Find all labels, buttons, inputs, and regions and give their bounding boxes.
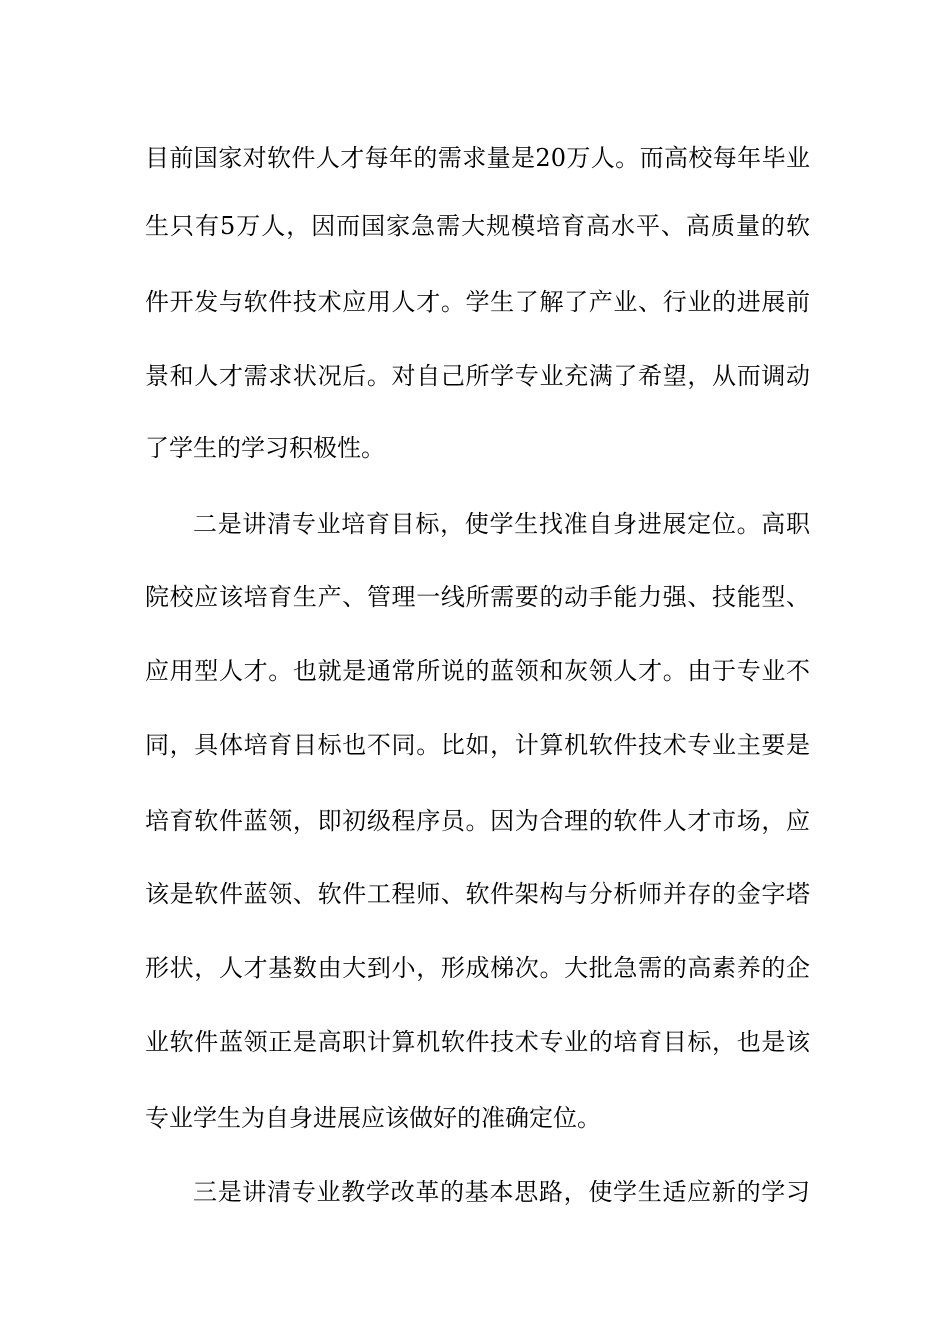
paragraph-1-line-1: 目前国家对软件人才每年的需求量是20万人。而高校每年毕业 (145, 144, 810, 172)
paragraph-2-line-3: 应用型人才。也就是通常所说的蓝领和灰领人才。由于专业不 (145, 657, 810, 685)
paragraph-3-line-1: 三是讲清专业教学改革的基本思路，使学生适应新的学习 (193, 1178, 810, 1206)
paragraph-1-line-3: 件开发与软件技术应用人才。学生了解了产业、行业的进展前 (145, 288, 810, 316)
paragraph-2-line-9: 专业学生为自身进展应该做好的准确定位。 (145, 1104, 601, 1132)
paragraph-2-line-5: 培育软件蓝领，即初级程序员。因为合理的软件人才市场，应 (145, 807, 810, 835)
paragraph-1-line-5: 了学生的学习积极性。 (145, 434, 385, 462)
paragraph-2-line-6: 该是软件蓝领、软件工程师、软件架构与分析师并存的金字塔 (145, 880, 810, 908)
paragraph-2-line-4: 同，具体培育目标也不同。比如，计算机软件技术专业主要是 (145, 731, 810, 759)
paragraph-1-line-4: 景和人才需求状况后。对自己所学专业充满了希望，从而调动 (145, 362, 810, 390)
paragraph-1-line-2: 生只有5万人，因而国家急需大规模培育高水平、高质量的软 (145, 212, 810, 240)
paragraph-2-line-2: 院校应该培育生产、管理一线所需要的动手能力强、技能型、 (145, 583, 810, 611)
paragraph-2-line-8: 业软件蓝领正是高职计算机软件技术专业的培育目标，也是该 (145, 1028, 810, 1056)
paragraph-2-line-1: 二是讲清专业培育目标，使学生找准自身进展定位。高职 (193, 510, 810, 538)
paragraph-2-line-7: 形状，人才基数由大到小，形成梯次。大批急需的高素养的企 (145, 954, 810, 982)
